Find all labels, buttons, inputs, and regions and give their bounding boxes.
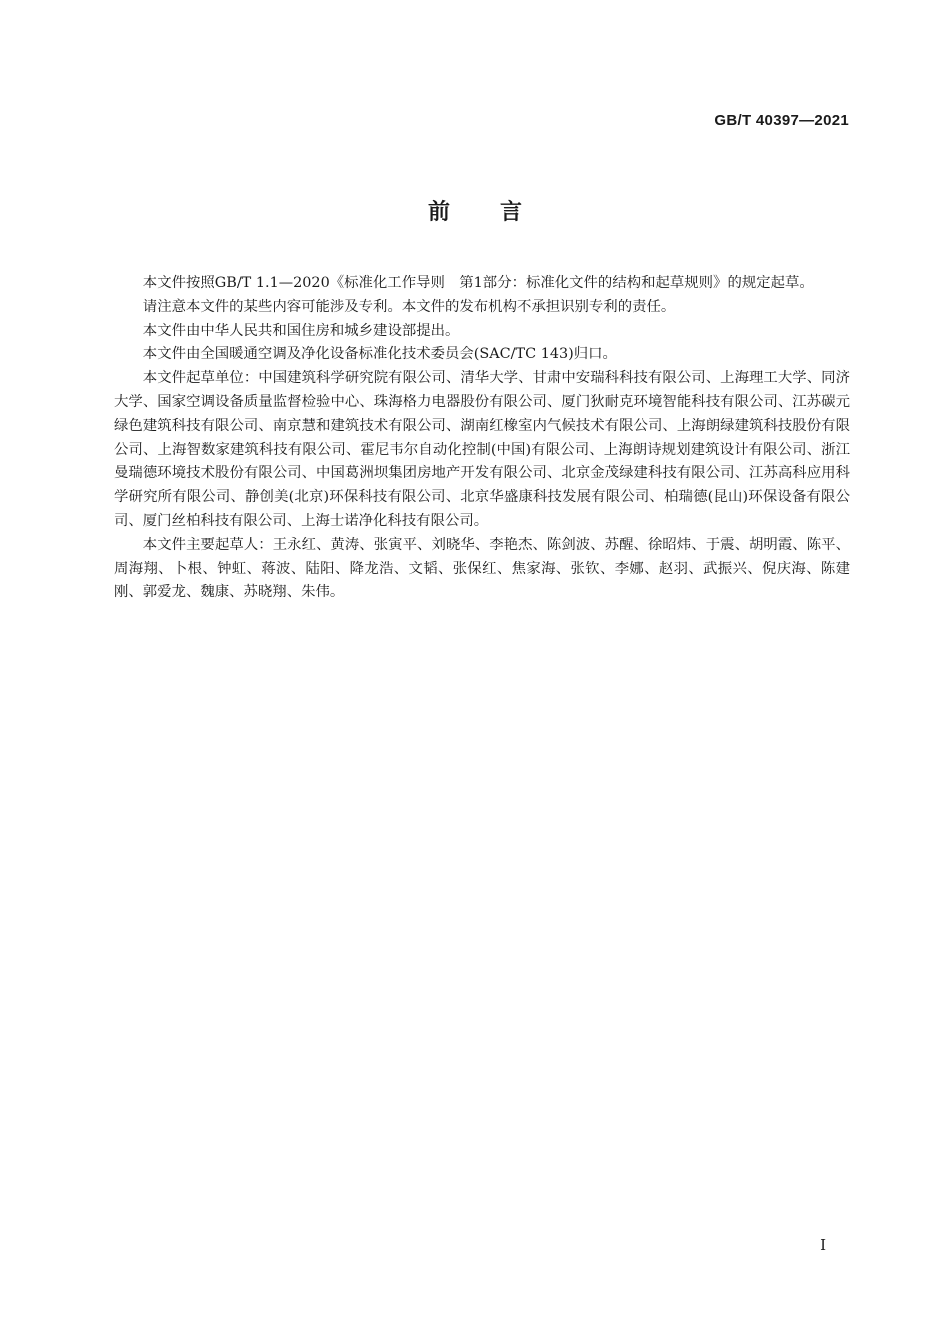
paragraph-centralized-by: 本文件由全国暖通空调及净化设备标准化技术委员会(SAC/TC 143)归口。 [142,346,617,363]
paragraph-drafting-rules: 本文件按照GB/T 1.1—2020《标准化工作导则 第1部分：标准化文件的结构和起草规则》的规定起草。 [142,275,814,291]
paragraph-drafting-organizations: 本文件起草单位：中国建筑科学研究院有限公司、清华大学、甘肃中安瑞科科技有限公司、上海理工大学、同济大学、国家空调设备质量监督检验中心、珠海格力电器股份有限公司、厦门狄耐克环境智能科技有限公司、江苏碳元绿色建筑科技有限公司、南京慧和建筑技术有限公司、湖南红橡室内气候技术有限公司、上海朗绿建筑科技股份有限公司、上海智数家建筑科技有限公司、霍尼韦尔自动化控制(中国)有限公司、上海朗诗规划建筑设计有限公司、浙江曼瑞德环境技术股份有限公司、中国葛洲坝集团房地产开发有限公司、北京金茂绿建科技有限公司、江苏高科应用科学研究所有限公司、静创美(北京)环保科技有限公司、北京华盛康科技发展有限公司、柏瑞德(昆山)环保设备有限公司、厦门丝柏科技有限公司、上海士诺净化科技有限公司。 [114,370,850,529]
foreword-body [114,272,850,605]
page-title: 前言 [427,200,572,225]
standard-number: GB/T 40397—2021 [714,112,849,129]
page-number: I [820,1236,826,1254]
paragraph-main-drafters: 本文件主要起草人：王永红、黄涛、张寅平、刘晓华、李艳杰、陈剑波、苏醒、徐昭炜、于震、胡明霞、陈平、周海翔、卜根、钟虹、蒋波、陆阳、降龙浩、文韬、张保红、焦家海、张钦、李娜、赵羽、武振兴、倪庆海、陈建刚、郭爱龙、魏康、苏晓翔、朱伟。 [114,536,850,601]
paragraph-proposed-by: 本文件由中华人民共和国住房和城乡建设部提出。 [142,322,460,339]
paragraph-patent-notice: 请注意本文件的某些内容可能涉及专利。本文件的发布机构不承担识别专利的责任。 [142,298,676,315]
